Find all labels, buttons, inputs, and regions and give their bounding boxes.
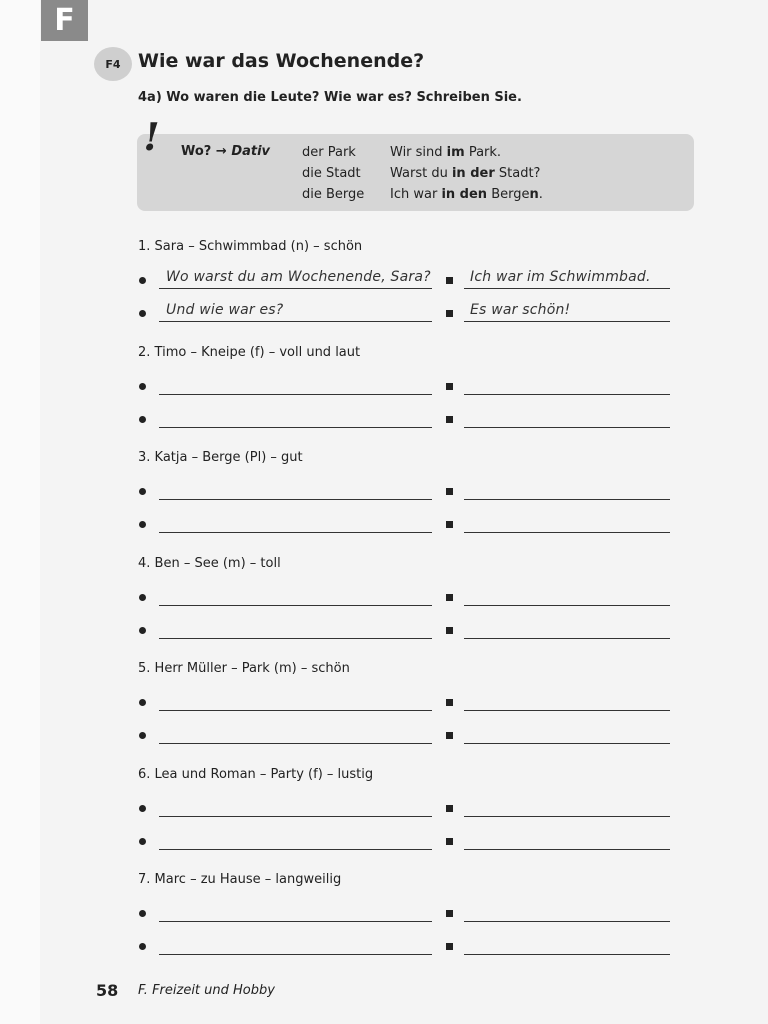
square-bullet-icon [446, 805, 453, 812]
answer-line-question[interactable] [159, 499, 432, 500]
handwritten-answer: Ich war im Schwimmbad. [470, 269, 651, 285]
handwritten-question: Und wie war es? [166, 302, 284, 318]
square-bullet-icon [446, 383, 453, 390]
answer-line-response[interactable] [464, 849, 670, 850]
answer-line-question[interactable] [159, 638, 432, 639]
square-bullet-icon [446, 838, 453, 845]
square-bullet-icon [446, 943, 453, 950]
page-gutter [0, 0, 40, 1024]
square-bullet-icon [446, 594, 453, 601]
exercise-item-prompt: 6. Lea und Roman – Party (f) – lustig [138, 766, 374, 782]
square-bullet-icon [446, 627, 453, 634]
answer-line-question[interactable] [159, 921, 432, 922]
answer-line-response[interactable] [464, 499, 670, 500]
exercise-item-prompt: 7. Marc – zu Hause – langweilig [138, 872, 342, 887]
square-bullet-icon [446, 910, 453, 917]
bullet-icon [139, 416, 146, 423]
answer-line-question[interactable] [159, 394, 432, 395]
exercise-item-prompt: 1. Sara – Schwimmbad (n) – schön [138, 239, 363, 254]
answer-line-question[interactable] [159, 954, 432, 955]
answer-line-response[interactable] [464, 743, 670, 744]
answer-line-response[interactable] [464, 638, 670, 639]
answer-line-question[interactable] [159, 710, 432, 711]
answer-line-question[interactable] [159, 816, 432, 817]
answer-line-question[interactable] [159, 849, 432, 850]
answer-line-question[interactable] [159, 532, 432, 533]
grammar-example: Ich war in den Bergen. [390, 187, 543, 202]
square-bullet-icon [446, 488, 453, 495]
exercise-instruction: 4a) Wo waren die Leute? Wie war es? Schreiben Sie. [138, 90, 522, 105]
grammar-example: Warst du in der Stadt? [390, 166, 541, 181]
exclamation-icon: ! [139, 114, 164, 159]
bullet-icon [139, 943, 146, 950]
square-bullet-icon [446, 521, 453, 528]
square-bullet-icon [446, 416, 453, 423]
answer-line-question[interactable] [159, 605, 432, 606]
square-bullet-icon [446, 732, 453, 739]
page-number: 58 [96, 981, 119, 1000]
bullet-icon [139, 521, 146, 528]
square-bullet-icon [446, 277, 453, 284]
grammar-example: Wir sind im Park. [390, 145, 502, 160]
answer-line-response[interactable] [464, 288, 670, 289]
bullet-icon [139, 732, 146, 739]
answer-line-question[interactable] [159, 427, 432, 428]
bullet-icon [139, 838, 146, 845]
square-bullet-icon [446, 699, 453, 706]
answer-line-response[interactable] [464, 532, 670, 533]
answer-line-question[interactable] [159, 288, 432, 289]
square-bullet-icon [446, 310, 453, 317]
section-badge: F4 [94, 47, 132, 81]
exercise-item-prompt: 2. Timo – Kneipe (f) – voll und laut [138, 344, 361, 360]
chapter-tab: F [41, 0, 88, 41]
bullet-icon [139, 627, 146, 634]
answer-line-response[interactable] [464, 921, 670, 922]
bullet-icon [139, 488, 146, 495]
grammar-nouns: der Park die Stadt die Berge [302, 145, 365, 202]
answer-line-response[interactable] [464, 816, 670, 817]
answer-line-response[interactable] [464, 954, 670, 955]
grammar-question: Wo? → Dativ [181, 144, 271, 159]
chapter-footer: F. Freizeit und Hobby [138, 983, 275, 998]
handwritten-question: Wo warst du am Wochenende, Sara? [166, 269, 431, 285]
answer-line-response[interactable] [464, 394, 670, 395]
bullet-icon [139, 277, 146, 284]
bullet-icon [139, 594, 146, 601]
grammar-examples [390, 142, 543, 205]
exercise-item-prompt: 5. Herr Müller – Park (m) – schön [138, 661, 350, 676]
answer-line-response[interactable] [464, 427, 670, 428]
bullet-icon [139, 699, 146, 706]
bullet-icon [139, 383, 146, 390]
page-title: Wie war das Wochenende? [138, 50, 425, 72]
answer-line-question[interactable] [159, 743, 432, 744]
handwritten-answer: Es war schön! [470, 302, 571, 318]
exercise-item-prompt: 4. Ben – See (m) – toll [138, 555, 281, 571]
answer-line-response[interactable] [464, 605, 670, 606]
answer-line-response[interactable] [464, 710, 670, 711]
bullet-icon [139, 805, 146, 812]
answer-line-question[interactable] [159, 321, 432, 322]
bullet-icon [139, 310, 146, 317]
exercise-item-prompt: 3. Katja – Berge (Pl) – gut [138, 450, 303, 465]
answer-line-response[interactable] [464, 321, 670, 322]
bullet-icon [139, 910, 146, 917]
